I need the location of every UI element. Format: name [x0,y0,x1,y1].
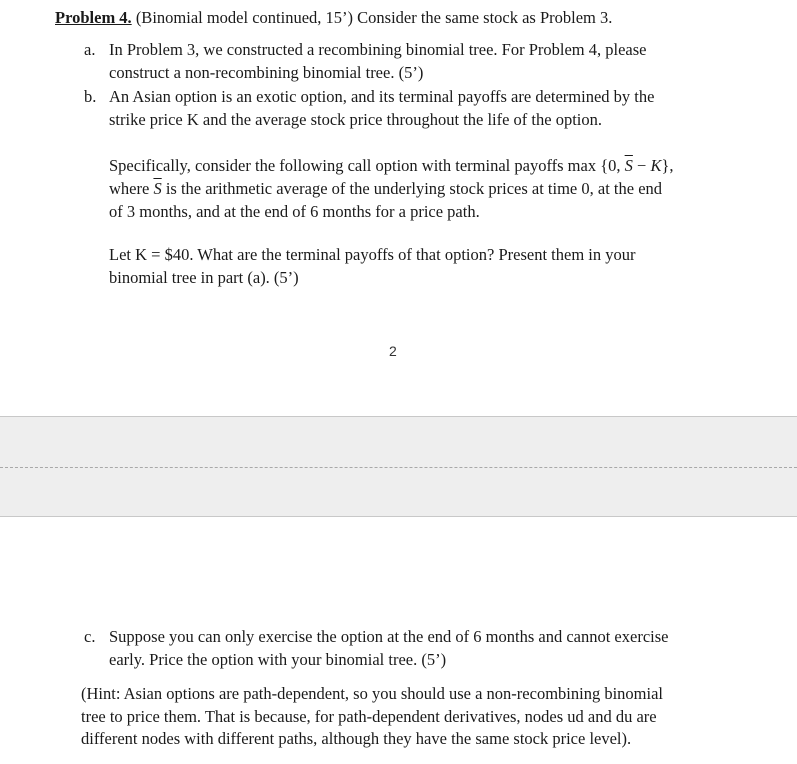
page-3 [0,517,797,764]
part-b-where-line [109,179,662,199]
part-b-formula-line [109,156,674,176]
page-gap [0,416,797,517]
problem-intro: (Binomial model continued, 15’) Consider the same stock as Problem 3. [131,8,613,27]
k-symbol: K [650,156,662,175]
where-text-post: is the arithmetic average of the underlying stock prices at time 0, at the end [161,179,663,198]
part-a-marker: a. [84,40,96,59]
part-b-line-7: binomial tree in part (a). (5’) [109,268,299,287]
formula-text-pre: Specifically, consider the following call option with terminal payoffs max {0, [109,156,625,175]
problem-heading [55,8,612,28]
hint-line-1: (Hint: Asian options are path-dependent, so you should use a non-recombining binomial [81,684,663,703]
hint-line-3: different nodes with different paths, although they have the same stock price level). [81,729,632,748]
part-c-line-1: Suppose you can only exercise the option at the end of 6 months and cannot exercise [109,627,669,646]
part-a-line-1: In Problem 3, we constructed a recombining binomial tree. For Problem 4, please [109,40,647,59]
hint-line-2: tree to price them. That is because, for path-dependent derivatives, nodes ud and du are [81,707,657,726]
part-b-line-6: Let K = $40. What are the terminal payoffs of that option? Present them in your [109,245,636,264]
part-b-marker: b. [84,87,97,106]
part-b-line-5: of 3 months, and at the end of 6 months for a price path. [109,202,480,221]
part-c-line-2: early. Price the option with your binomial tree. (5’) [109,650,447,669]
problem-label: Problem 4. [55,8,132,27]
part-a-line-2: construct a non-recombining binomial tree. (5’) [109,63,424,82]
page-break-divider [0,467,797,468]
formula-text-post: }, [661,156,674,175]
where-text-pre: where [109,179,154,198]
minus-sign: − [632,156,651,175]
s-bar-symbol: $\overline{S}$ [624,156,633,175]
part-b-line-2: strike price K and the average stock price throughout the life of the option. [109,110,603,129]
part-b-line-1: An Asian option is an exotic option, and its terminal payoffs are determined by the [109,87,655,106]
part-c-marker: c. [84,627,96,646]
s-bar-symbol-2: $\overline{S}$ [153,179,162,198]
page-number: 2 [389,343,397,359]
